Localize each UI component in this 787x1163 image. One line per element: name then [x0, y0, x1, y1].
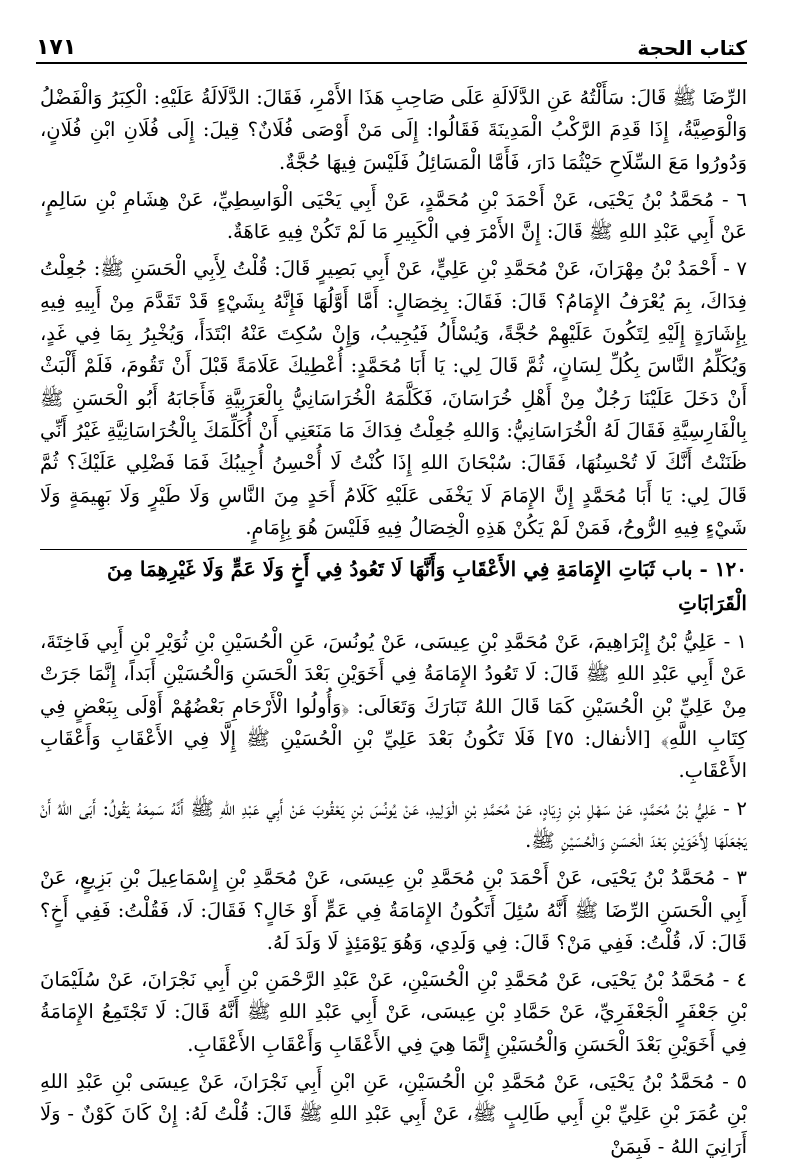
section-hadith-5: ٥ - مُحَمَّدُ بْنُ يَحْيَى، عَنْ مُحَمَّدِ بْنِ الْحُسَيْنِ، عَنِ ابْنِ أَبِي نَجْرَانَ، عَنْ عِيسَى بْنِ عَبْدِ اللهِ بْنِ عُمَرَ بْنِ عَلِيِّ بْنِ أَبِي طَالِبٍ ﷺ، عَنْ أَبِي عَبْدِ اللهِ ﷺ قَالَ: قُلْتُ لَهُ: إِنْ كَانَ كَوْنٌ - وَلَا أَرَانِيَ اللهُ - فَبِمَنْ: [40, 1070, 747, 1158]
page-number: ١٧١: [36, 35, 77, 60]
section-heading: ١٢٠ - باب ثَبَاتِ الإِمَامَةِ فِي الأَعْقَابِ وَأَنَّهَا لَا تَعُودُ فِي أَخٍ وَلَا عَمٍّ وَلَا غَيْرِهِمَا مِنَ الْقَرَابَاتِ: [40, 549, 747, 620]
hadith-7: ٧ - أَحْمَدُ بْنُ مِهْرَانَ، عَنْ مُحَمَّدِ بْنِ عَلِيٍّ، عَنْ أَبِي بَصِيرٍ قَالَ: قُلْتُ لِأَبِي الْحَسَنِ ﷺ: جُعِلْتُ فِدَاكَ، بِمَ يُعْرَفُ الإِمَامُ؟ قَالَ: فَقَالَ: بِخِصَالٍ: أَمَّا أَوَّلُهَا فَإِنَّهُ بِشَيْءٍ قَدْ تَقَدَّمَ مِنْ أَبِيهِ فِيهِ بِإِشَارَةٍ إِلَيْهِ لِتَكُونَ عَلَيْهِمْ حُجَّةً، وَيُسْأَلُ فَيُجِيبُ، وَإِنْ سُكِتَ عَنْهُ ابْتَدَأَ، وَيُخْبِرُ بِمَا فِي غَدٍ، وَيُكَلِّمُ النَّاسَ بِكُلِّ لِسَانٍ، ثُمَّ قَالَ لِي: يَا أَبَا مُحَمَّدٍ: أُعْطِيكَ عَلَامَةً قَبْلَ أَنْ تَقُومَ، فَلَمْ أَلْبَثْ أَنْ دَخَلَ عَلَيْنَا رَجُلٌ مِنْ أَهْلِ خُرَاسَانَ، فَكَلَّمَهُ الْخُرَاسَانِيُّ بِالْعَرَبِيَّةِ فَأَجَابَهُ أَبُو الْحَسَنِ ﷺ بِالْفَارِسِيَّةِ فَقَالَ لَهُ الْخُرَاسَانِيُّ: وَاللهِ جُعِلْتُ فِدَاكَ مَا مَنَعَنِي أَنْ أُكَلِّمَكَ بِالْخُرَاسَانِيَّةِ غَيْرُ أَنِّي ظَنَنْتُ أَنَّكَ لَا تُحْسِنُهَا، فَقَالَ: سُبْحَانَ اللهِ إِذَا كُنْتُ لَا أُحْسِنُ أُجِيبُكَ فَمَا فَضْلِي عَلَيْكَ؟ ثُمَّ قَالَ لِي: يَا أَبَا مُحَمَّدٍ إِنَّ الإِمَامَ لَا يَخْفَى عَلَيْهِ كَلَامُ أَحَدٍ مِنَ النَّاسِ وَلَا طَيْرٍ وَلَا بَهِيمَةٍ وَلَا شَيْءٍ فِيهِ الرُّوحُ، فَمَنْ لَمْ يَكُنْ هَذِهِ الْخِصَالُ فِيهِ فَلَيْسَ هُوَ بِإِمَامٍ.: [40, 257, 747, 539]
hadith-6: ٦ - مُحَمَّدُ بْنُ يَحْيَى، عَنْ أَحْمَدَ بْنِ مُحَمَّدٍ، عَنْ أَبِي يَحْيَى الْوَاسِطِيِّ، عَنْ هِشَامِ بْنِ سَالِمٍ، عَنْ أَبِي عَبْدِ اللهِ ﷺ قَالَ: إِنَّ الأَمْرَ فِي الْكَبِيرِ مَا لَمْ تَكُنْ فِيهِ عَاهَةٌ.: [40, 187, 747, 244]
section-hadith-4: ٤ - مُحَمَّدُ بْنُ يَحْيَى، عَنْ مُحَمَّدِ بْنِ الْحُسَيْنِ، عَنْ عَبْدِ الرَّحْمَنِ بْنِ أَبِي نَجْرَانَ، عَنْ سُلَيْمَانَ بْنِ جَعْفَرٍ الْجَعْفَرِيِّ، عَنْ حَمَّادِ بْنِ عِيسَى، عَنْ أَبِي عَبْدِ اللهِ ﷺ أَنَّهُ قَالَ: لَا تَجْتَمِعُ الإِمَامَةُ فِي أَخَوَيْنِ بَعْدَ الْحَسَنِ وَالْحُسَيْنِ إِنَّمَا هِيَ فِي الأَعْقَابِ وَأَعْقَابِ الأَعْقَابِ.: [40, 968, 747, 1056]
section-hadith-3: ٣ - مُحَمَّدُ بْنُ يَحْيَى، عَنْ أَحْمَدَ بْنِ مُحَمَّدِ بْنِ عِيسَى، عَنْ مُحَمَّدِ بْنِ إِسْمَاعِيلَ بْنِ بَزِيعٍ، عَنْ أَبِي الْحَسَنِ الرِّضَا ﷺ أَنَّهُ سُئِلَ أَتَكُونُ الإِمَامَةُ فِي عَمٍّ أَوْ خَالٍ؟ فَقَالَ: لَا، فَقُلْتُ: فَفِي أَخٍ؟ قَالَ: لَا، قُلْتُ: فَفِي مَنْ؟ قَالَ: فِي وَلَدِي، وَهُوَ يَوْمَئِذٍ لَا وَلَدَ لَهُ.: [40, 866, 747, 954]
page-header: [36, 26, 747, 64]
page-body: [40, 82, 748, 1158]
section-hadith-2: ٢ - عَلِيُّ بْنُ مُحَمَّدٍ، عَنْ سَهْلِ بْنِ زِيَادٍ، عَنْ مُحَمَّدِ بْنِ الْوَلِيدِ، عَنْ يُونُسَ بْنِ يَعْقُوبَ عَنْ أَبِي عَبْدِ اللهِ ﷺ أَنَّهُ سَمِعَهُ يَقُولُ: أَبَى اللهُ أَنْ يَجْعَلَهَا لِأَخَوَيْنِ بَعْدَ الْحَسَنِ وَالْحُسَيْنِ ﷺ.: [40, 796, 747, 852]
book-title: كتاب الحجة: [637, 36, 747, 60]
section-hadith-1: ١ - عَلِيُّ بْنُ إِبْرَاهِيمَ، عَنْ مُحَمَّدِ بْنِ عِيسَى، عَنْ يُونُسَ، عَنِ الْحُسَيْنِ بْنِ ثُوَيْرِ بْنِ أَبِي فَاخِتَةَ، عَنْ أَبِي عَبْدِ اللهِ ﷺ قَالَ: لَا تَعُودُ الإِمَامَةُ فِي أَخَوَيْنِ بَعْدَ الْحَسَنِ وَالْحُسَيْنِ أَبَداً، إِنَّمَا جَرَتْ مِنْ عَلِيِّ بْنِ الْحُسَيْنِ كَمَا قَالَ اللهُ تَبَارَكَ وَتَعَالَى: ﴿وَأُولُوا الْأَرْحَامِ بَعْضُهُمْ أَوْلَى بِبَعْضٍ فِي كِتَابِ اللَّهِ﴾ [الأنفال: ٧٥] فَلَا تَكُونُ بَعْدَ عَلِيِّ بْنِ الْحُسَيْنِ ﷺ إِلَّا فِي الأَعْقَابِ وَأَعْقَابِ الأَعْقَابِ.: [40, 630, 748, 783]
paragraph-continuation: الرِّضَا ﷺ قَالَ: سَأَلْتُهُ عَنِ الدَّلَالَةِ عَلَى صَاحِبِ هَذَا الأَمْرِ، فَقَالَ: الدَّلَالَةُ عَلَيْهِ: الْكِبَرُ وَالْفَضْلُ وَالْوَصِيَّةُ، إِذَا قَدِمَ الرَّكْبُ الْمَدِينَةَ فَقَالُوا: إِلَى مَنْ أَوْصَى فُلَانٌ؟ قِيلَ: إِلَى فُلَانِ ابْنِ فُلَانٍ، وَدُورُوا مَعَ السِّلَاحِ حَيْثُمَا دَارَ، فَأَمَّا الْمَسَائِلُ فَلَيْسَ فِيهَا حُجَّةٌ.: [40, 86, 747, 174]
